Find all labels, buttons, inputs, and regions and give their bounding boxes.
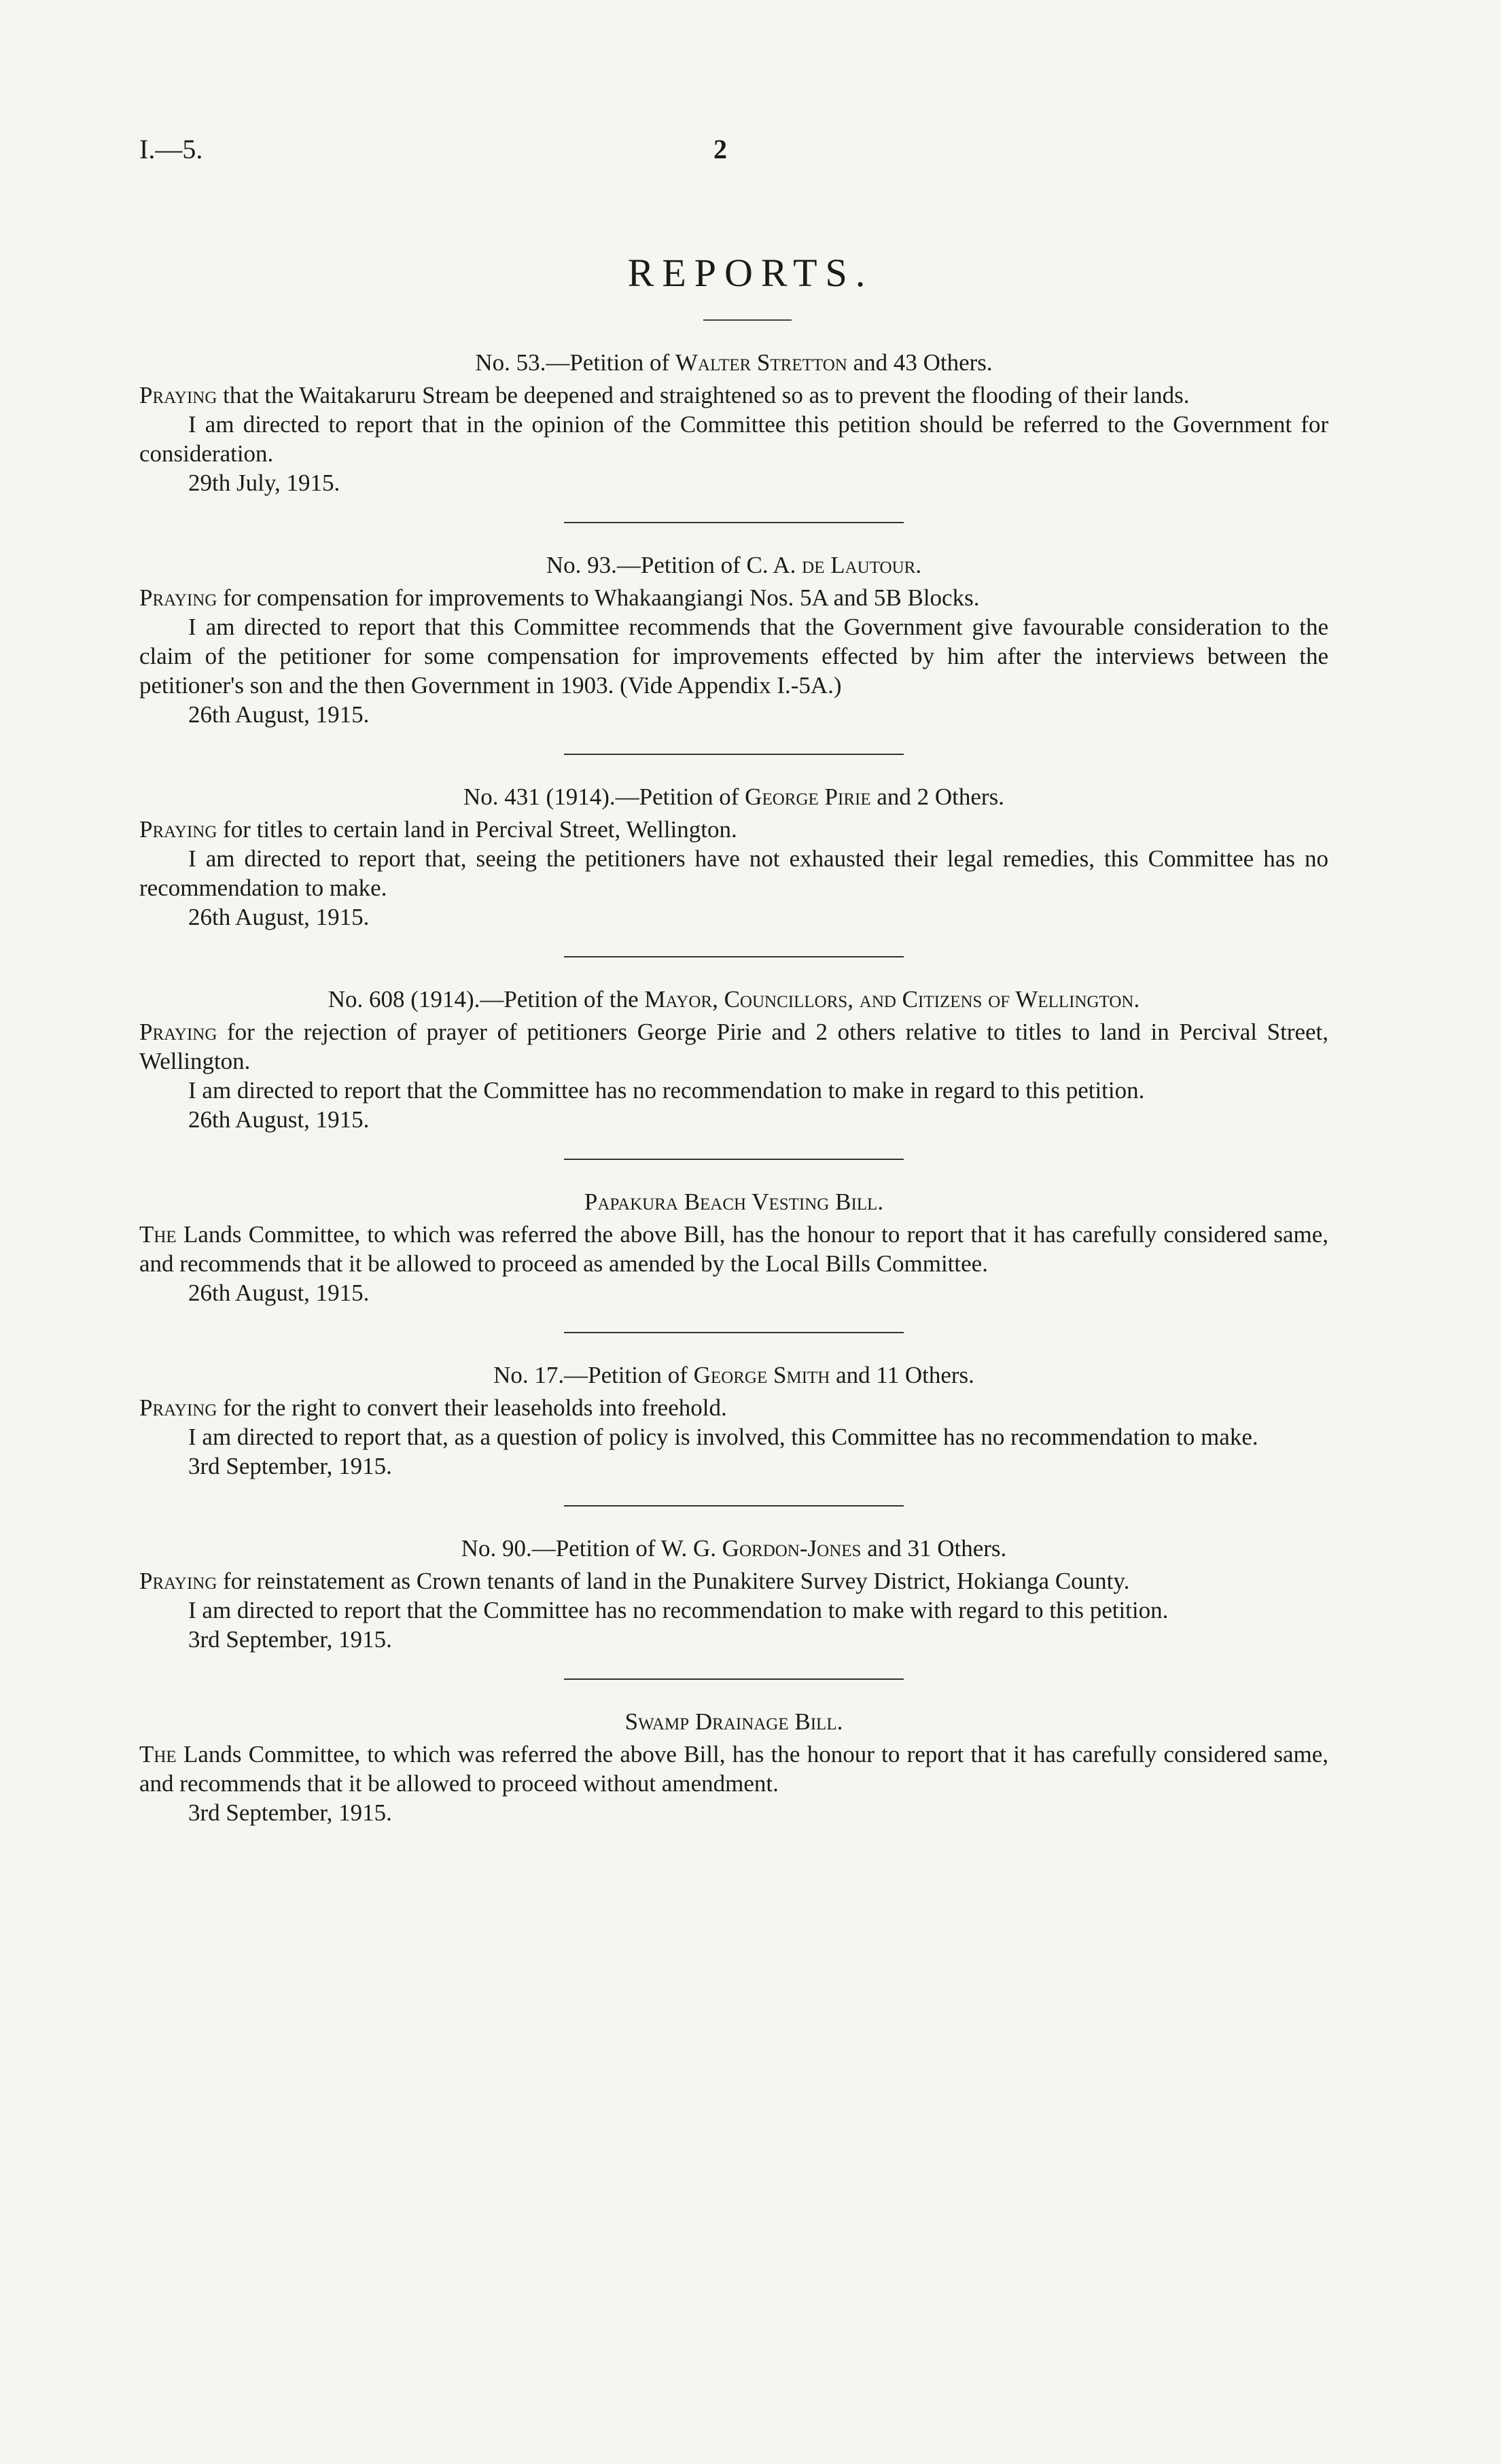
petition-heading: No. 431 (1914).—Petition of George Pirie and 2 Others.	[463, 784, 1004, 810]
report-date: 3rd September, 1915.	[188, 1799, 392, 1826]
report-date: 3rd September, 1915.	[188, 1626, 392, 1653]
report-text: I am directed to report that the Committee has no recommendation to make with regard to this petition.	[188, 1597, 1169, 1623]
praying-text: Praying for compensation for improvements to Whakaangiangi Nos. 5A and 5B Blocks.	[139, 584, 980, 611]
section-divider	[564, 1505, 904, 1507]
praying-text: Praying that the Waitakaruru Stream be deepened and straightened so as to prevent the flooding of their lands.	[139, 382, 1190, 408]
section-divider	[564, 956, 904, 957]
section-divider	[564, 1332, 904, 1333]
report-text: I am directed to report that the Committee has no recommendation to make in regard to this petition.	[188, 1077, 1145, 1104]
section-divider	[564, 1159, 904, 1160]
report-text: I am directed to report that, as a question of policy is involved, this Committee has no recommendation to make.	[188, 1424, 1258, 1450]
petition-53	[139, 348, 1328, 497]
petitioner-name: Mayor, Councillors, and Citizens of Wellington	[644, 986, 1134, 1013]
page-title: REPORTS.	[627, 251, 874, 295]
reports-body	[139, 348, 1328, 1827]
petition-heading: No. 53.—Petition of Walter Stretton and 43 Others.	[475, 349, 993, 376]
report-date: 29th July, 1915.	[188, 470, 340, 496]
report-text: I am directed to report that this Committee recommends that the Government give favourable consideration to the claim of the petitioner for some compensation for improvements effected by him after the interviews between the petitioner's son and the then Government in 1903. (Vide Appendix I.-5A.)	[139, 614, 1328, 699]
praying-text: Praying for reinstatement as Crown tenants of land in the Punakitere Survey District, Hokianga County.	[139, 1568, 1130, 1594]
petition-heading: No. 90.—Petition of W. G. Gordon-Jones and 31 Others.	[461, 1535, 1007, 1562]
petition-17	[139, 1360, 1328, 1481]
page-number: 2	[713, 134, 727, 164]
page-header	[0, 133, 1501, 174]
praying-text: Praying for the right to convert their leaseholds into freehold.	[139, 1394, 727, 1421]
section-divider	[564, 522, 904, 523]
report-date: 26th August, 1915.	[188, 904, 370, 930]
bill-report-text: The Lands Committee, to which was referred the above Bill, has the honour to report that it has carefully considered same, and recommends that it be allowed to proceed as amended by the Local Bills Committee.	[139, 1221, 1329, 1277]
bill-papakura-beach	[139, 1187, 1328, 1307]
bill-title: Swamp Drainage Bill.	[624, 1708, 843, 1735]
section-divider	[564, 754, 904, 755]
petitioner-name: C. A. de Lautour	[746, 552, 916, 578]
title-rule	[703, 319, 792, 321]
petition-608	[139, 985, 1328, 1134]
report-date: 26th August, 1915.	[188, 701, 370, 728]
petition-heading: No. 93.—Petition of C. A. de Lautour.	[546, 552, 922, 578]
praying-text: Praying for titles to certain land in Percival Street, Wellington.	[139, 816, 737, 843]
petition-heading: No. 608 (1914).—Petition of the Mayor, Councillors, and Citizens of Wellington.	[328, 986, 1140, 1013]
bill-report-text: The Lands Committee, to which was referred the above Bill, has the honour to report that it has carefully considered same, and recommends that it be allowed to proceed without amendment.	[139, 1741, 1329, 1797]
petitioner-name: Gordon-Jones	[722, 1535, 862, 1562]
petition-90	[139, 1534, 1328, 1654]
petitioner-name: Walter Stretton	[675, 349, 847, 376]
petition-93	[139, 550, 1328, 729]
section-divider	[564, 1678, 904, 1680]
report-date: 26th August, 1915.	[188, 1280, 370, 1306]
bill-title: Papakura Beach Vesting Bill.	[584, 1189, 884, 1215]
petition-heading: No. 17.—Petition of George Smith and 11 Others.	[493, 1362, 974, 1388]
petitioner-name: George Smith	[693, 1362, 830, 1388]
petition-431	[139, 782, 1328, 932]
petitioner-name: George Pirie	[745, 784, 871, 810]
report-date: 26th August, 1915.	[188, 1106, 370, 1133]
document-reference: I.—5.	[139, 134, 203, 164]
praying-text: Praying for the rejection of prayer of petitioners George Pirie and 2 others relative to titles to land in Percival Street, Wellington.	[139, 1019, 1328, 1074]
report-text: I am directed to report that, seeing the petitioners have not exhausted their legal remedies, this Committee has no recommendation to make.	[139, 845, 1328, 901]
report-text: I am directed to report that in the opinion of the Committee this petition should be referred to the Government for consideration.	[139, 411, 1328, 467]
bill-swamp-drainage	[139, 1707, 1328, 1827]
report-date: 3rd September, 1915.	[188, 1453, 392, 1479]
